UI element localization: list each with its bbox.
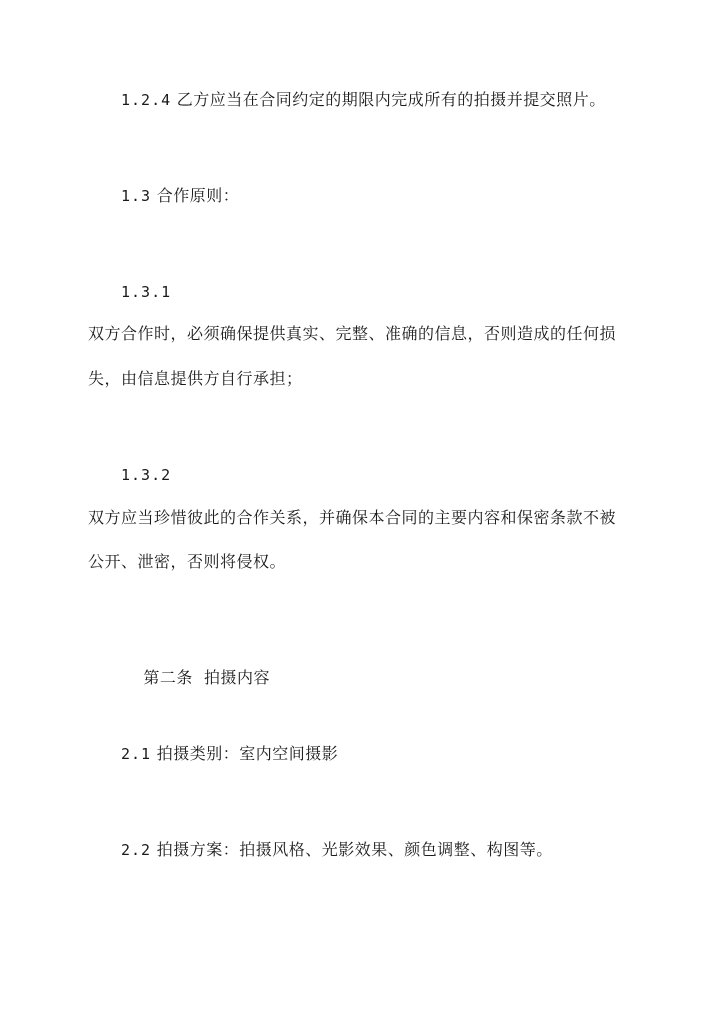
clause-number: 2.1 <box>121 745 152 763</box>
clause-1-3 <box>121 186 239 206</box>
paragraph-text: 双方合作时，必须确保提供真实、完整、准确的信息，否则造成的任何损 <box>88 324 617 343</box>
paragraph-text: 公开、泄密，否则将侵权。 <box>88 552 287 571</box>
paragraph-text: 双方应当珍惜彼此的合作关系，并确保本合同的主要内容和保密条款不被 <box>88 508 617 527</box>
paragraph-line <box>88 324 616 344</box>
paragraph-text: 失，由信息提供方自行承担； <box>88 369 303 388</box>
clause-text: 乙方应当在合同约定的期限内完成所有的拍摄并提交照片。 <box>176 90 606 109</box>
clause-text: 拍摄方案：拍摄风格、光影效果、颜色调整、构图等。 <box>156 840 553 859</box>
clause-2-2 <box>121 840 553 860</box>
clause-number: 1.2.4 <box>121 91 172 109</box>
clause-text: 拍摄类别：室内空间摄影 <box>156 744 339 763</box>
clause-number: 2.2 <box>121 841 152 859</box>
clause-number: 1.3 <box>121 187 152 205</box>
section-heading-text: 第二条 拍摄内容 <box>143 668 271 687</box>
paragraph-line <box>88 369 303 389</box>
paragraph-line <box>88 508 616 528</box>
paragraph-line <box>88 552 286 572</box>
clause-number: 1.3.2 <box>121 466 172 484</box>
section-heading <box>121 648 270 708</box>
clause-1-3-1 <box>121 282 171 302</box>
clause-number: 1.3.1 <box>121 283 172 301</box>
clause-1-2-4 <box>121 90 606 110</box>
clause-1-3-2 <box>121 465 171 485</box>
clause-2-1 <box>121 744 338 764</box>
clause-text: 合作原则： <box>156 186 240 205</box>
